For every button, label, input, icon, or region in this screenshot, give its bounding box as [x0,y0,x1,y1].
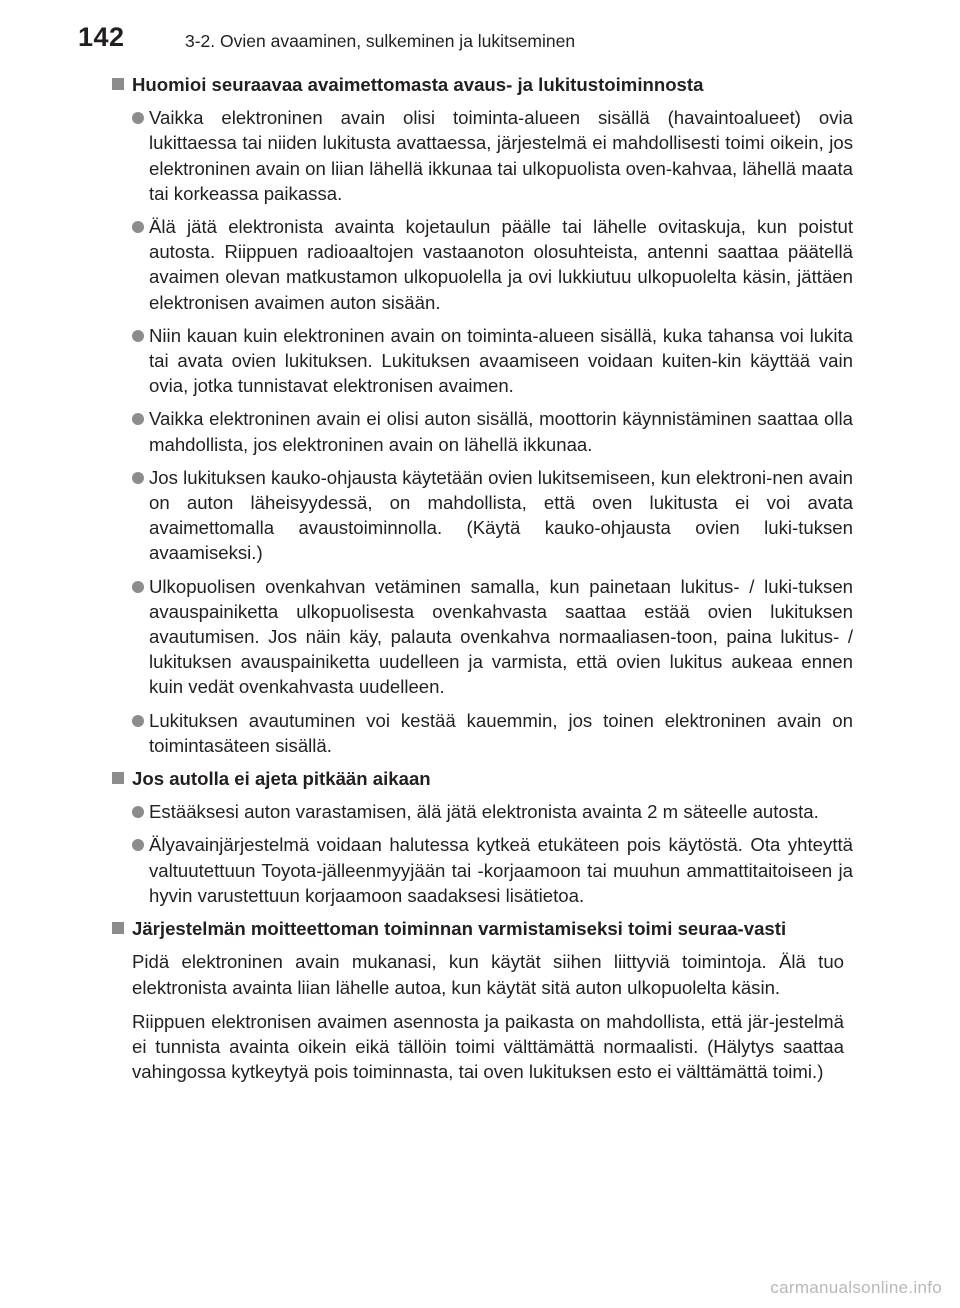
section-keyless-notes [112,72,853,758]
circle-bullet-icon [132,413,144,425]
page-number: 142 [78,22,125,52]
bullet-item [112,323,853,399]
bullet-item [112,214,853,315]
section-heading [112,72,853,97]
square-bullet-icon [112,922,124,934]
circle-bullet-icon [132,806,144,818]
chapter-title: 3-2. Ovien avaaminen, sulkeminen ja lukitseminen [185,31,576,51]
section-heading-text: Jos autolla ei ajeta pitkään aikaan [132,768,431,790]
circle-bullet-icon [132,581,144,593]
bullet-item [112,832,853,908]
bullet-text: Estääksesi auton varastamisen, älä jätä elektronista avainta 2 m säteelle autosta. [149,801,819,823]
circle-bullet-icon [132,715,144,727]
bullet-item [112,406,853,456]
bullet-text: Niin kauan kuin elektroninen avain on toiminta-alueen sisällä, kuka tahansa voi lukita tai avata ovien lukituksen. Lukituksen avaamiseen voidaan kuiten-kin käyttää vain ovia, jotka tunnistavat elektronisen avaimen. [149,324,853,397]
section-heading [112,916,853,941]
section-heading-text: Huomioi seuraavaa avaimettomasta avaus- ja lukitustoiminnosta [132,74,704,95]
circle-bullet-icon [132,221,144,233]
section-heading-text: Järjestelmän moitteettoman toiminnan varmistamiseksi toimi seuraa-vasti [132,918,787,940]
circle-bullet-icon [132,112,144,124]
bullet-text: Lukituksen avautuminen voi kestää kauemmin, jos toinen elektroninen avain on toimintasäteen sisällä. [149,709,853,756]
bullet-item [112,105,853,206]
bullet-text: Älyavainjärjestelmä voidaan halutessa kytkeä etukäteen pois käytöstä. Ota yhteyttä valtuutettuun Toyota-jälleenmyyjään tai -korjaamoon tai muuhun ammattitaitoiseen ja hyvin varustettuun korjaamoon saadaksesi lisätietoa. [149,834,853,906]
section-heading [112,766,853,791]
circle-bullet-icon [132,839,144,851]
bullet-text: Jos lukituksen kauko-ohjausta käytetään ovien lukitsemiseen, kun elektroni-nen avain on auton läheisyydessä, on mahdollista, että oven lukitusta ei voi avata avaimettomalla avaustoiminnolla. (Käytä kauko-ohjausta ovien luki-tuksen avaamiseksi.) [149,466,853,564]
bullet-text: Vaikka elektroninen avain olisi toiminta-alueen sisällä (havaintoalueet) ovia lukittaessa tai niiden lukitusta avattaessa, järjestelmä ei mahdollisesti toimi oikein, jos elektroninen avain on liian lähellä ikkunaa tai ulkopuolista oven-kahvaa, lähellä maata tai korkeassa paikassa. [149,107,853,204]
section-long-term-parking [112,766,853,908]
section-correct-operation [112,916,853,1084]
bullet-item [112,799,853,824]
square-bullet-icon [112,772,124,784]
bullet-item [112,708,853,758]
circle-bullet-icon [132,330,144,342]
square-bullet-icon [112,78,124,90]
bullet-item [112,574,853,700]
page-body [112,72,853,1093]
body-paragraph: Riippuen elektronisen avaimen asennosta ja paikasta on mahdollista, että jär-jestelmä ei tunnista avainta oikein eikä tällöin toimi välttämättä normaalisti. (Hälytys saattaa vahingossa kytkeytyä pois toiminnasta, tai oven lukituksen esto ei välttämättä toimi.) [132,1010,844,1083]
bullet-item [112,465,853,566]
bullet-text: Älä jätä elektronista avainta kojetaulun päälle tai lähelle ovitaskuja, kun poistut autosta. Riippuen radioaaltojen vastaanoton olosuhteista, antenni saattaa päätellä avaimen olevan matkustamon ulkopuolella ja ovi lukkiutuu ulkopuolelta käsin, jättäen elektronisen avaimen auton sisään. [149,216,853,313]
bullet-text: Vaikka elektroninen avain ei olisi auton sisällä, moottorin käynnistäminen saattaa olla mahdollista, jos elektroninen avain on lähellä ikkunaa. [149,408,853,455]
circle-bullet-icon [132,472,144,484]
bullet-text: Ulkopuolisen ovenkahvan vetäminen samalla, kun painetaan lukitus- / luki-tuksen avauspainiketta ulkopuolisesta ovenkahvasta saattaa estää ovien lukituksen avautumisen. Jos näin käy, palauta ovenkahva normaaliasen-toon, paina lukitus- / lukituksen avauspainiketta uudelleen ja varmista, että ovien lukitus aukeaa ennen kuin vedät ovenkahvasta uudelleen. [149,575,853,698]
footer-watermark: carmanualsonline.info [770,1278,942,1297]
body-paragraph: Pidä elektroninen avain mukanasi, kun käytät siihen liittyviä toimintoja. Älä tuo elektronista avainta liian lähelle autoa, kun käytät sitä auton ulkopuolelta käsin. [132,951,844,998]
